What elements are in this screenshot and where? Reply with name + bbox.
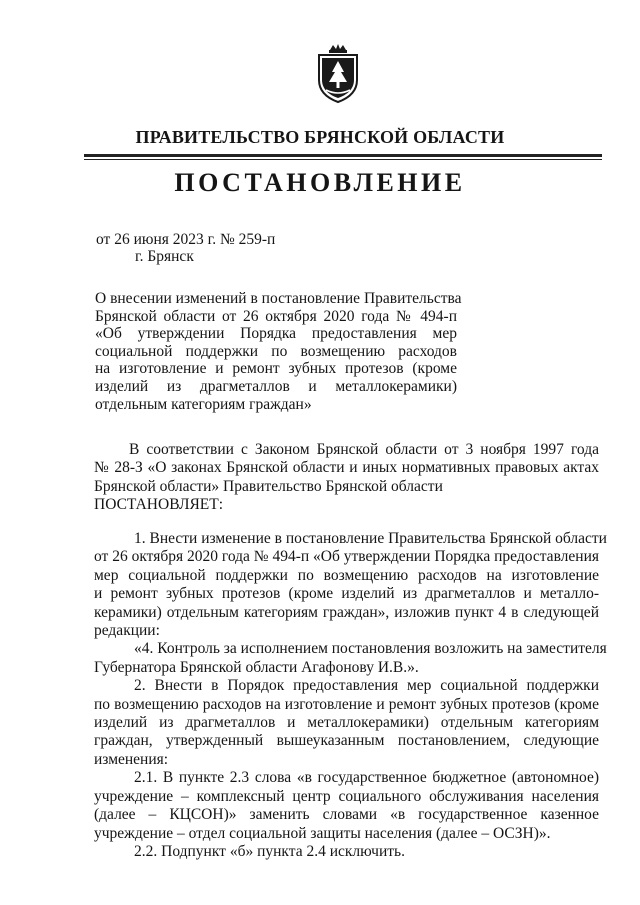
body-line: Губернатора Брянской области Агафонову И.В.».	[94, 658, 419, 676]
body-line: 2.1. В пункте 2.3 слова «в государственное бюджетное (автономное)	[134, 769, 599, 787]
subject-line: Брянской области от 26 октября 2020 года № 494-п	[95, 307, 457, 325]
government-title: ПРАВИТЕЛЬСТВО БРЯНСКОЙ ОБЛАСТИ	[135, 127, 505, 147]
subject-line: изделий из драгметаллов и металлокерамики)	[95, 377, 457, 395]
body-line: изделий из драгметаллов и металлокерамики) отдельным категориям	[94, 714, 599, 732]
decree-body	[94, 530, 607, 861]
body-line: 2. Внести в Порядок предоставления мер социальной поддержки	[134, 677, 599, 695]
body-line: «4. Контроль за исполнением постановления возложить на заместителя	[134, 640, 607, 658]
document-type-title: ПОСТАНОВЛЕНИЕ	[174, 168, 466, 197]
preamble-paragraph	[94, 441, 599, 515]
body-line: учреждение – отдел социальной защиты населения (далее – ОСЗН)».	[94, 824, 551, 842]
body-line: изменения:	[94, 750, 169, 768]
subject-line: социальной поддержки по возмещению расходов	[95, 342, 457, 360]
body-line: и ремонт зубных протезов (кроме изделий из драгметаллов и металло-	[94, 585, 599, 603]
body-line: (далее – КЦСОН)» заменить словами «в государственное казенное	[94, 806, 599, 824]
body-line: учреждение – комплексный центр социального обслуживания населения	[94, 787, 599, 805]
body-line: редакции:	[94, 622, 160, 640]
body-line: граждан, утвержденный вышеуказанным постановлением, следующие	[94, 732, 599, 750]
decree-keyword: ПОСТАНОВЛЯЕТ:	[94, 496, 224, 514]
subject-line: «Об утверждении Порядка предоставления мер	[95, 325, 457, 343]
preamble-line: В соответствии с Законом Брянской области от 3 ноября 1997 года	[129, 441, 599, 458]
body-line: по возмещению расходов на изготовление и ремонт зубных протезов (кроме	[94, 695, 599, 713]
header-divider-thin	[84, 159, 602, 160]
body-line: керамики) отдельным категориям граждан», изложив пункт 4 в следующей	[94, 603, 599, 621]
preamble-line: Брянской области» Правительство Брянской области	[94, 477, 443, 495]
subject-line: на изготовление и ремонт зубных протезов (кроме	[95, 360, 457, 378]
document-subject	[95, 290, 462, 413]
body-line: 2.2. Подпункт «б» пункта 2.4 исключить.	[134, 842, 405, 860]
body-line: 1. Внести изменение в постановление Правительства Брянской области	[134, 530, 607, 547]
preamble-line: № 28-З «О законах Брянской области и иных нормативных правовых актах	[94, 459, 599, 477]
subject-line: отдельным категориям граждан»	[95, 395, 312, 413]
coat-of-arms-icon	[314, 44, 362, 104]
document-city: г. Брянск	[135, 248, 194, 265]
document-date-number: от 26 июня 2023 г. № 259-п	[96, 231, 276, 248]
body-line: от 26 октября 2020 года № 494-п «Об утверждении Порядка предоставления	[94, 548, 600, 566]
header-divider-thick	[84, 154, 602, 157]
subject-line: О внесении изменений в постановление Правительства	[95, 290, 462, 307]
body-line: мер социальной поддержки по возмещению расходов на изготовление	[94, 566, 599, 584]
